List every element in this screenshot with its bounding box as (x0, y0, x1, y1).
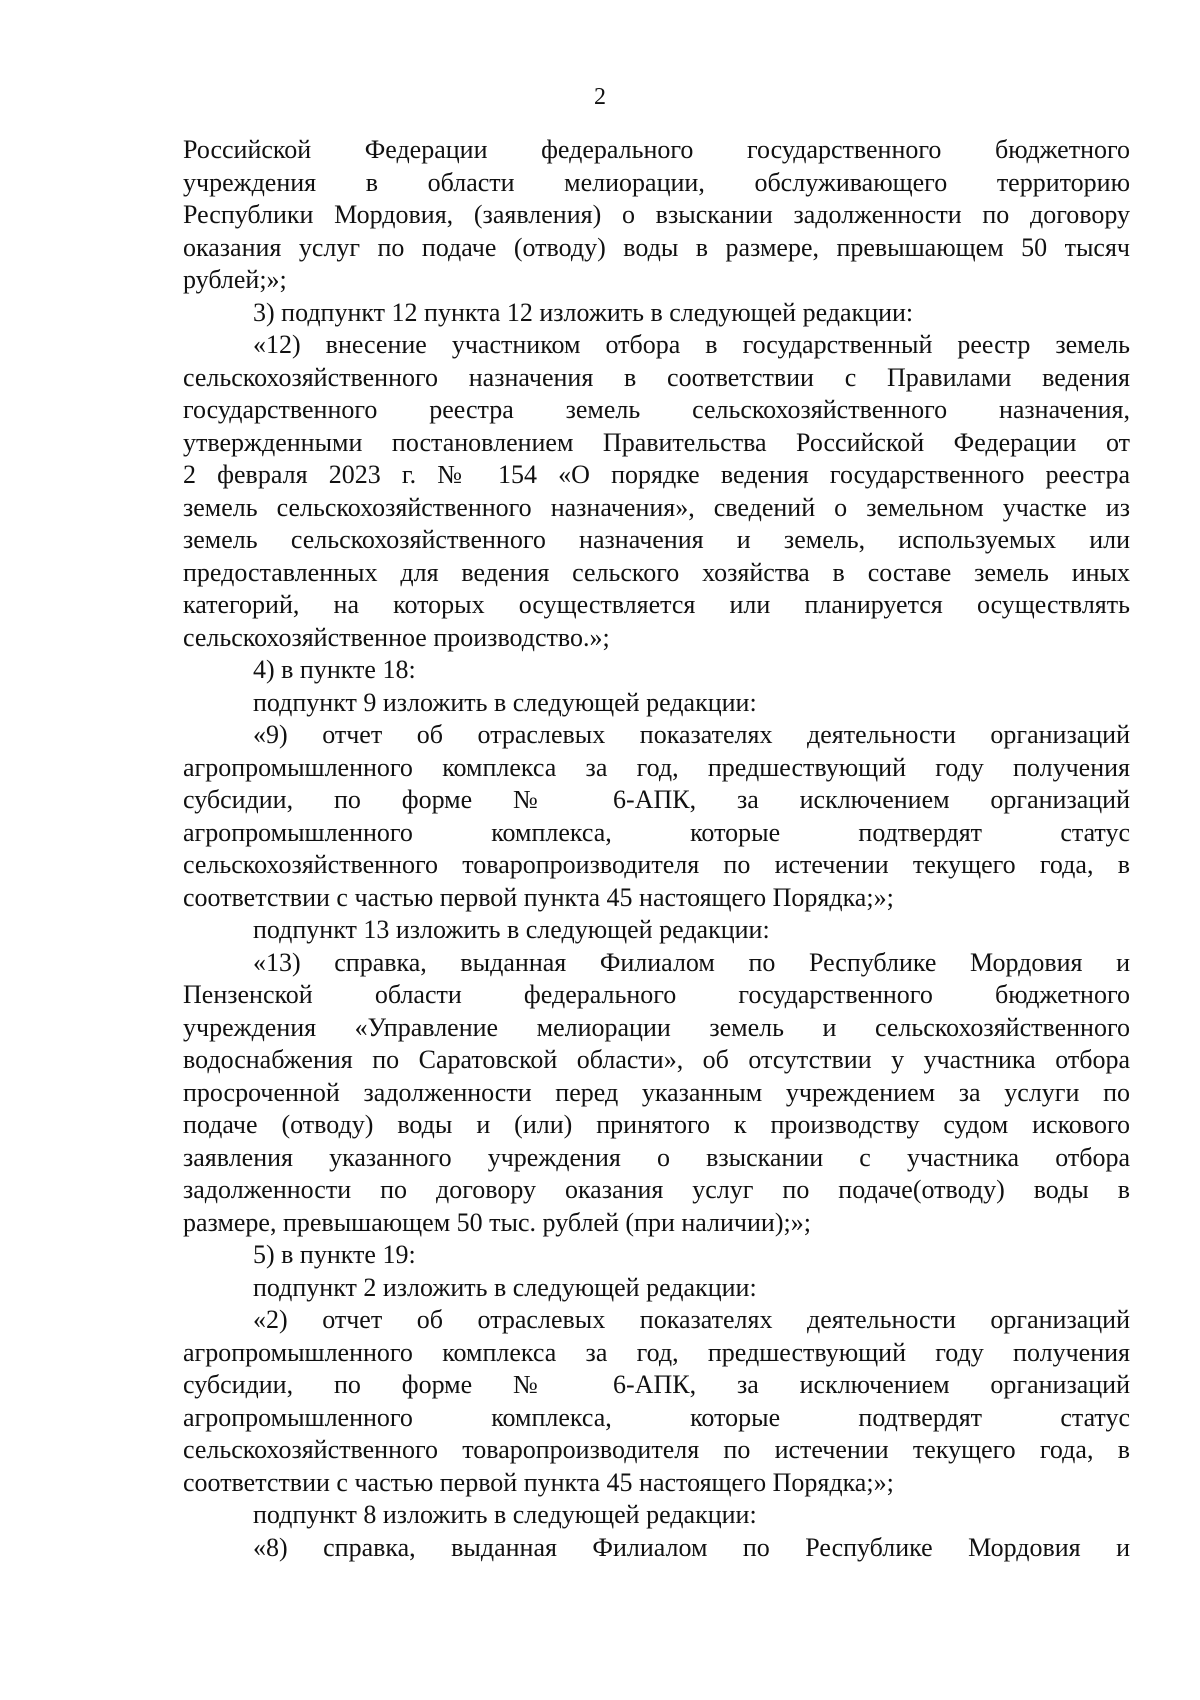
page-number: 2 (594, 84, 606, 110)
text-line: подпункт 9 изложить в следующей редакции: (253, 687, 757, 717)
text-line: 5) в пункте 19: (253, 1240, 416, 1269)
text-line: категорий, на которых осуществляется или планируется осуществлять (183, 590, 1130, 619)
text-line: Республики Мордовия, (заявления) о взыскании задолженности по договору (183, 200, 1130, 229)
text-line: субсидии, по форме № 6-АПК, за исключением организаций (183, 785, 1130, 814)
text-line: Российской Федерации федерального государственного бюджетного (183, 135, 1130, 164)
text-line: земель сельскохозяйственного назначения и земель, используемых или (183, 525, 1130, 554)
text-line: 4) в пункте 18: (253, 655, 416, 684)
text-line: «8) справка, выданная Филиалом по Республике Мордовия и (253, 1532, 1130, 1562)
text-line: агропромышленного комплекса за год, предшествующий году получения (183, 752, 1130, 782)
text-line: учреждения в области мелиорации, обслуживающего территорию (183, 167, 1130, 197)
text-line: соответствии с частью первой пункта 45 настоящего Порядка;»; (183, 1467, 894, 1497)
text-line: земель сельскохозяйственного назначения», сведений о земельном участке из (183, 492, 1130, 522)
text-line: агропромышленного комплекса, которые подтвердят статус (183, 1402, 1130, 1432)
text-line: сельскохозяйственного назначения в соответствии с Правилами ведения (183, 362, 1130, 392)
text-line: «13) справка, выданная Филиалом по Республике Мордовия и (253, 947, 1130, 977)
text-line: «12) внесение участником отбора в государственный реестр земель (253, 330, 1130, 359)
text-line: учреждения «Управление мелиорации земель и сельскохозяйственного (183, 1012, 1130, 1042)
text-line: рублей;»; (183, 265, 287, 294)
text-line: Пензенской области федерального государственного бюджетного (183, 980, 1130, 1009)
text-line: задолженности по договору оказания услуг по подаче(отводу) воды в (183, 1175, 1130, 1204)
text-line: водоснабжения по Саратовской области», об отсутствии у участника отбора (183, 1045, 1130, 1074)
document-body (183, 134, 1130, 1564)
text-line: заявления указанного учреждения о взыскании с участника отбора (183, 1142, 1130, 1172)
text-line: оказания услуг по подаче (отводу) воды в размере, превышающем 50 тысяч (183, 232, 1130, 262)
text-line: подпункт 8 изложить в следующей редакции: (253, 1500, 757, 1529)
text-line: соответствии с частью первой пункта 45 настоящего Порядка;»; (183, 882, 894, 912)
text-line: «9) отчет об отраслевых показателях деятельности организаций (253, 720, 1130, 749)
text-line: подпункт 2 изложить в следующей редакции: (253, 1272, 757, 1302)
text-line: 3) подпункт 12 пункта 12 изложить в следующей редакции: (253, 297, 914, 327)
text-line: размере, превышающем 50 тыс. рублей (при наличии);»; (183, 1207, 811, 1237)
text-line: «2) отчет об отраслевых показателях деятельности организаций (253, 1305, 1130, 1334)
text-line: просроченной задолженности перед указанным учреждением за услуги по (183, 1077, 1130, 1107)
text-line: подаче (отводу) воды и (или) принятого к производству судом искового (183, 1110, 1130, 1139)
text-line: предоставленных для ведения сельского хозяйства в составе земель иных (183, 557, 1130, 587)
text-line: сельскохозяйственного товаропроизводителя по истечении текущего года, в (183, 1435, 1130, 1464)
text-line: сельскохозяйственное производство.»; (183, 622, 610, 652)
text-line: подпункт 13 изложить в следующей редакции: (253, 915, 770, 944)
text-line: сельскохозяйственного товаропроизводителя по истечении текущего года, в (183, 850, 1130, 879)
text-line: агропромышленного комплекса, которые подтвердят статус (183, 817, 1130, 847)
text-line: 2 февраля 2023 г. № 154 «О порядке ведения государственного реестра (183, 460, 1130, 489)
text-line: утвержденными постановлением Правительства Российской Федерации от (183, 427, 1130, 457)
text-line: агропромышленного комплекса за год, предшествующий году получения (183, 1337, 1130, 1367)
text-line: государственного реестра земель сельскохозяйственного назначения, (183, 395, 1130, 424)
text-line: субсидии, по форме № 6-АПК, за исключением организаций (183, 1370, 1130, 1399)
